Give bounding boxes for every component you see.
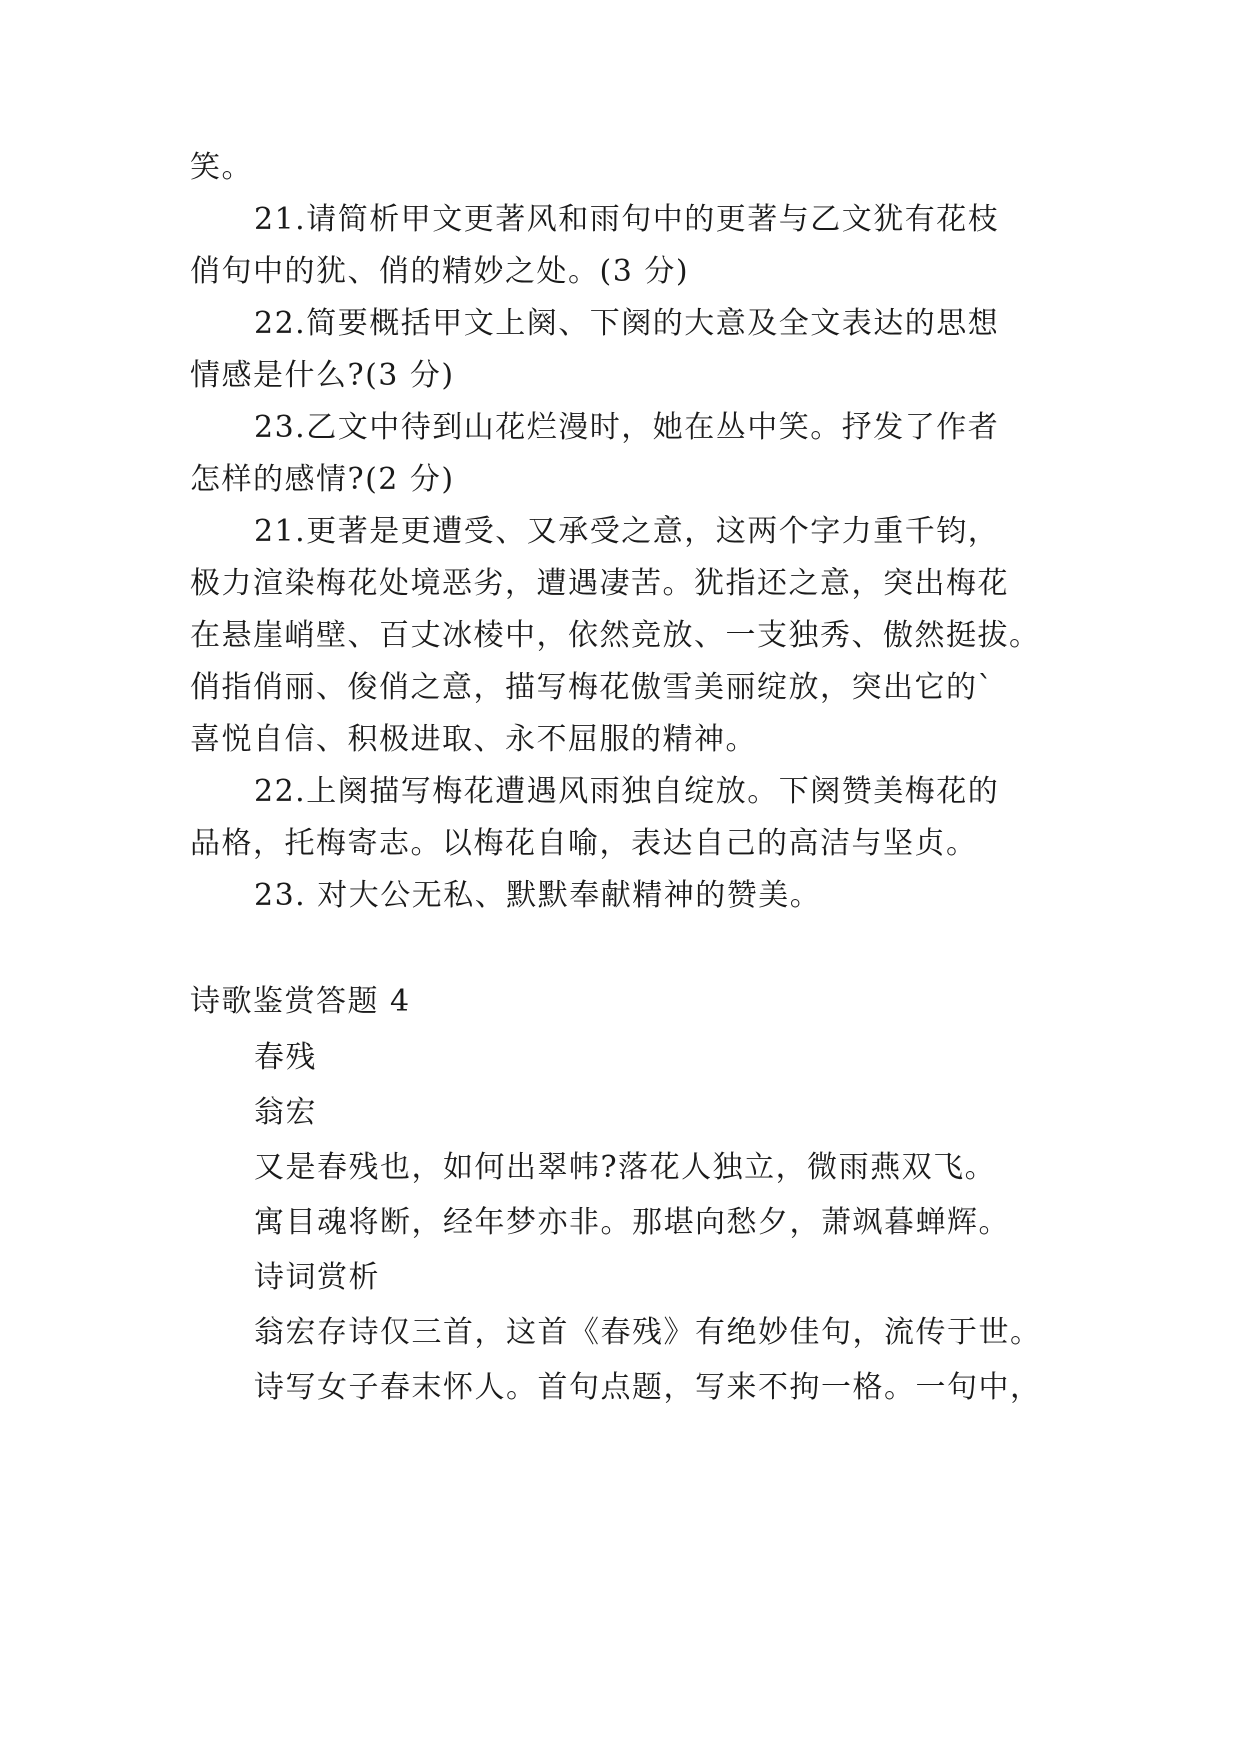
text-line: 俏指俏丽、俊俏之意，描写梅花傲雪美丽绽放，突出它的` (190, 670, 994, 705)
text-line: 品格，托梅寄志。以梅花自喻，表达自己的高洁与坚贞。 (190, 826, 978, 861)
poem-author: 翁宏 (254, 1095, 317, 1130)
question-21: 21.请简析甲文更著风和雨句中的更著与乙文犹有花枝 (254, 202, 1000, 237)
answer-22: 22.上阕描写梅花遭遇风雨独自绽放。下阕赞美梅花的 (254, 774, 1000, 809)
text-line: 俏句中的犹、俏的精妙之处。(3 分) (190, 254, 690, 289)
analysis-line: 翁宏存诗仅三首，这首《春残》有绝妙佳句，流传于世。 (254, 1315, 1042, 1350)
text-line: 情感是什么?(3 分) (190, 358, 455, 393)
poem-title: 春残 (254, 1040, 317, 1075)
text-line: 极力渲染梅花处境恶劣，遭遇凄苦。犹指还之意，突出梅花 (190, 566, 1009, 601)
text-line: 怎样的感情?(2 分) (190, 462, 455, 497)
analysis-line: 诗写女子春末怀人。首句点题，写来不拘一格。一句中， (254, 1370, 1042, 1405)
text-line: 喜悦自信、积极进取、永不屈服的精神。 (190, 722, 757, 757)
text-line: 在悬崖峭壁、百丈冰棱中，依然竞放、一支独秀、傲然挺拔。 (190, 618, 1041, 653)
text-line: 笑。 (190, 150, 253, 185)
question-23: 23.乙文中待到山花烂漫时，她在丛中笑。抒发了作者 (254, 410, 1000, 445)
answer-21: 21.更著是更遭受、又承受之意，这两个字力重千钧， (254, 514, 1000, 549)
poem-line: 寓目魂将断，经年梦亦非。那堪向愁夕，萧飒暮蝉辉。 (254, 1205, 1010, 1240)
answer-23: 23. 对大公无私、默默奉献精神的赞美。 (254, 878, 822, 913)
section-heading: 诗歌鉴赏答题 4 (190, 984, 411, 1019)
poem-line: 又是春残也，如何出翠帏?落花人独立，微雨燕双飞。 (254, 1150, 997, 1185)
analysis-heading: 诗词赏析 (254, 1260, 380, 1295)
question-22: 22.简要概括甲文上阕、下阕的大意及全文表达的思想 (254, 306, 1000, 341)
